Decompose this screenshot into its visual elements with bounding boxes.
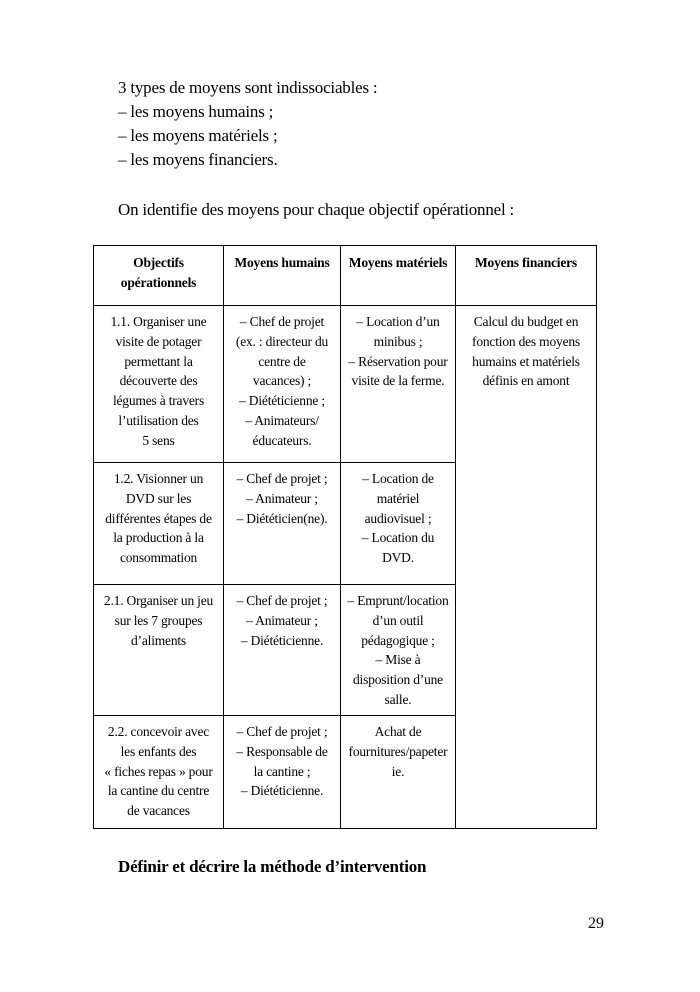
cell-line: – Animateur ; — [246, 490, 318, 506]
cell-line: fournitures/papeter — [348, 743, 448, 759]
cell-line: – Mise à — [375, 652, 421, 668]
cell-line: disposition d’une — [353, 672, 443, 688]
cell-line: minibus ; — [373, 333, 423, 349]
cell-line: – Réservation pour — [348, 353, 448, 369]
cell-moyens-humains — [224, 463, 341, 585]
cell-line: 2.1. Organiser un jeu — [103, 593, 214, 608]
cell-line: 2.2. concevoir avec — [107, 724, 210, 739]
cell-line: – Diététicienne. — [240, 632, 324, 648]
cell-line: 1.1. Organiser une — [110, 314, 207, 329]
cell-line: – Diététicienne ; — [239, 393, 325, 409]
cell-line: vacances) ; — [252, 373, 312, 389]
cell-line: d’aliments — [131, 632, 186, 648]
cell-line: – Location d’un — [356, 314, 440, 329]
cell-line: humains et matériels — [472, 353, 580, 369]
means-table — [93, 245, 597, 829]
section-heading: Définir et décrire la méthode d’intervention — [118, 857, 427, 876]
header-moyens-materiels — [341, 246, 456, 306]
intro-list-item: – les moyens humains ; — [118, 102, 274, 121]
cell-line: DVD. — [382, 550, 414, 566]
page-number: 29 — [588, 915, 604, 932]
cell-line: éducateurs. — [252, 432, 312, 448]
cell-line: découverte des — [119, 373, 198, 389]
cell-line: d’un outil — [372, 612, 424, 628]
intro-paragraph — [118, 76, 377, 172]
cell-moyens-materiels — [341, 585, 456, 716]
cell-line: – Chef de projet ; — [236, 724, 328, 739]
header-line: Moyens financiers — [475, 255, 577, 270]
cell-line: – Diététicien(ne). — [236, 510, 328, 526]
cell-moyens-materiels — [341, 463, 456, 585]
cell-moyens-materiels — [341, 306, 456, 463]
cell-objectif — [94, 463, 224, 585]
cell-moyens-materiels — [341, 716, 456, 829]
cell-line: – Chef de projet — [239, 314, 325, 329]
cell-moyens-financiers — [456, 306, 597, 829]
header-line: Objectifs — [133, 255, 184, 270]
cell-line: – Chef de projet ; — [236, 471, 328, 486]
cell-line: permettant la — [124, 353, 193, 369]
cell-moyens-humains — [224, 585, 341, 716]
table-row — [94, 306, 597, 463]
cell-line: – Diététicienne. — [240, 783, 324, 799]
intro-list-item: – les moyens financiers. — [118, 150, 278, 169]
lead-sentence: On identifie des moyens pour chaque objectif opérationnel : — [118, 200, 515, 219]
cell-line: pédagogique ; — [361, 632, 435, 648]
cell-line: visite de la ferme. — [351, 373, 445, 389]
cell-line: de vacances — [127, 803, 190, 819]
header-line: opérationnels — [120, 274, 197, 290]
intro-list-item: – les moyens matériels ; — [118, 126, 278, 145]
cell-line: – Chef de projet ; — [236, 593, 328, 608]
cell-line: DVD sur les — [125, 490, 192, 506]
cell-line: Calcul du budget en — [473, 314, 579, 329]
cell-line: audiovisuel ; — [364, 510, 432, 526]
cell-line: salle. — [384, 691, 412, 707]
intro-line: 3 types de moyens sont indissociables : — [118, 78, 378, 97]
cell-line: « fiches repas » pour — [104, 763, 213, 779]
cell-line: – Location du — [361, 530, 435, 546]
cell-line: la production à la — [113, 530, 204, 546]
table-header-row — [94, 246, 597, 306]
cell-line: définis en amont — [482, 373, 570, 389]
cell-line: légumes à travers — [112, 393, 205, 409]
header-moyens-financiers — [456, 246, 597, 306]
cell-objectif — [94, 585, 224, 716]
cell-line: les enfants des — [120, 743, 197, 759]
header-line: Moyens humains — [234, 255, 330, 270]
cell-line: différentes étapes de — [105, 510, 212, 526]
cell-line: sur les 7 groupes — [114, 612, 203, 628]
cell-moyens-humains — [224, 716, 341, 829]
cell-line: la cantine ; — [253, 763, 311, 779]
cell-line: 1.2. Visionner un — [113, 471, 204, 486]
cell-line: – Animateurs/ — [245, 412, 319, 428]
cell-line: matériel — [376, 490, 420, 506]
header-moyens-humains — [224, 246, 341, 306]
cell-line: la cantine du centre — [107, 783, 210, 799]
cell-line: ie. — [391, 763, 405, 779]
cell-objectif — [94, 716, 224, 829]
cell-line: 5 sens — [142, 432, 175, 448]
cell-line: – Animateur ; — [246, 612, 318, 628]
cell-line: – Responsable de — [236, 743, 328, 759]
cell-objectif — [94, 306, 224, 463]
cell-line: Achat de — [374, 724, 422, 739]
header-line: Moyens matériels — [348, 255, 448, 270]
header-objectifs — [94, 246, 224, 306]
cell-line: (ex. : directeur du — [235, 333, 329, 349]
cell-moyens-humains — [224, 306, 341, 463]
cell-line: visite de potager — [115, 333, 202, 349]
cell-line: l’utilisation des — [118, 412, 199, 428]
cell-line: centre de — [258, 353, 306, 369]
cell-line: – Location de — [362, 471, 434, 486]
cell-line: consommation — [119, 550, 198, 566]
cell-line: – Emprunt/location — [347, 593, 449, 608]
cell-line: fonction des moyens — [472, 333, 580, 349]
